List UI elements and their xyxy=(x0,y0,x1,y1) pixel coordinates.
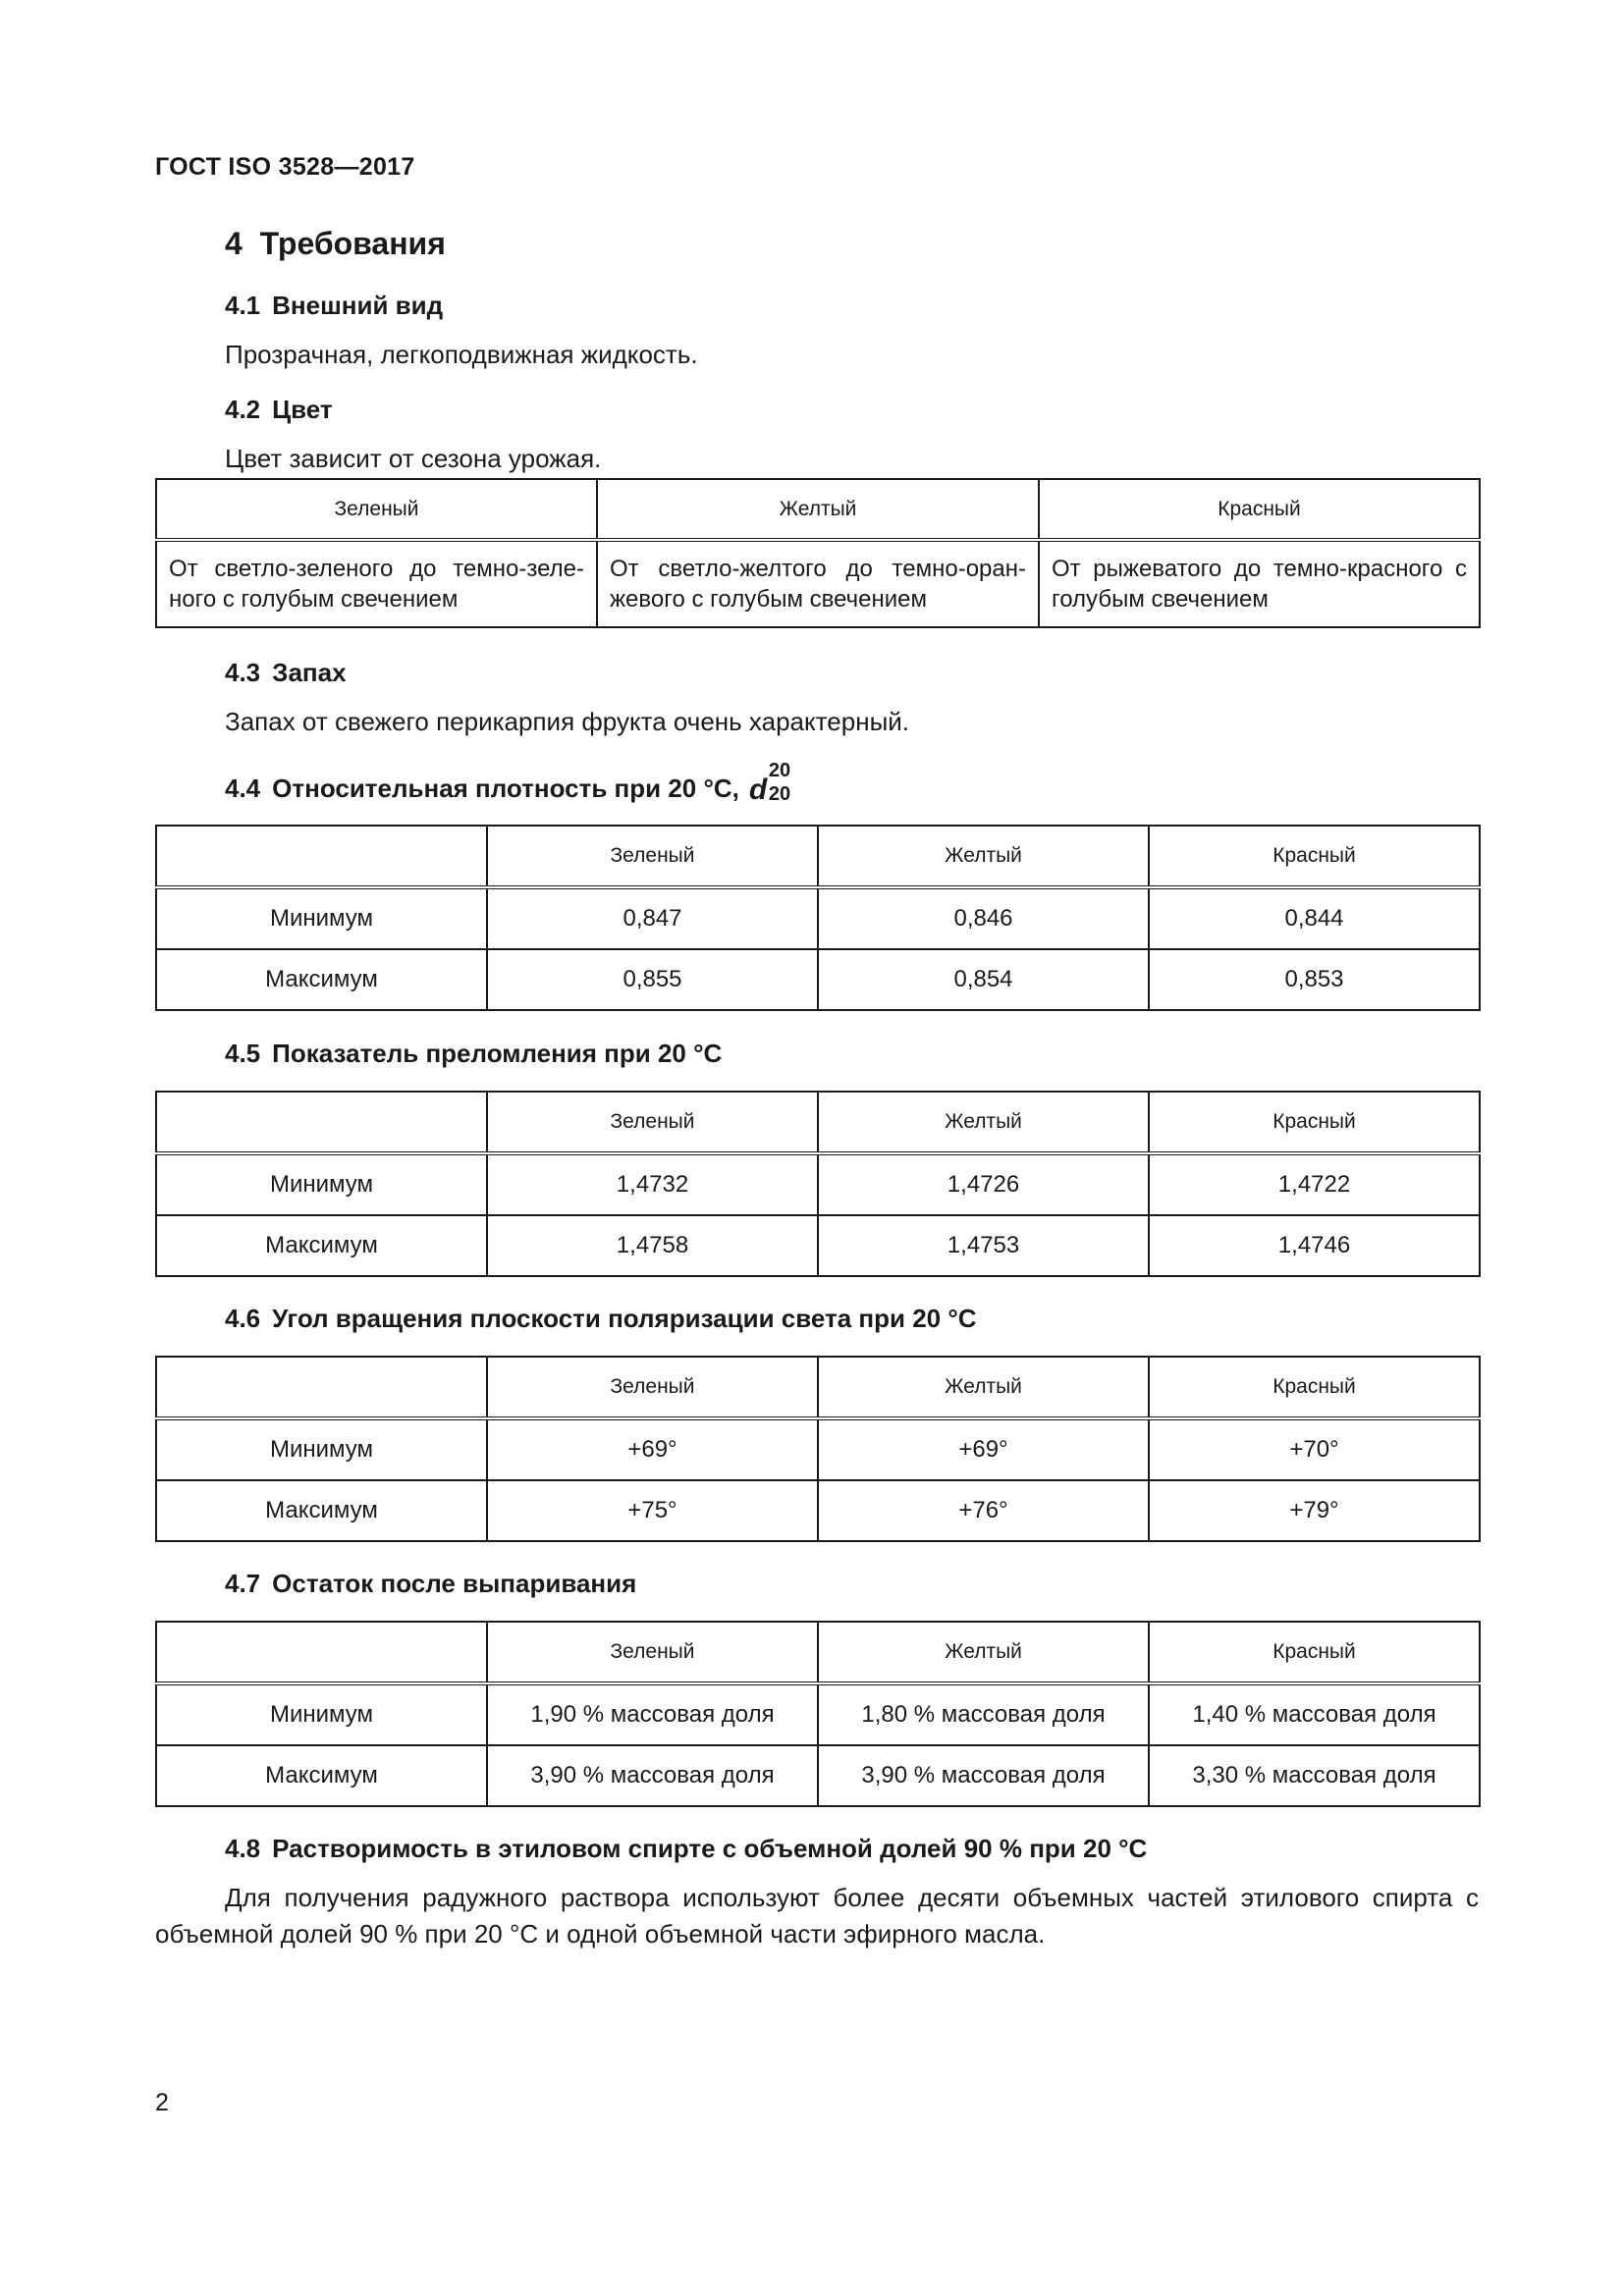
subsection-4-8-heading xyxy=(225,1834,1147,1864)
density-table xyxy=(155,825,1481,1011)
subsection-number: 4.1 xyxy=(225,291,261,320)
document-code: ГОСТ ISO 3528—2017 xyxy=(155,153,415,181)
table-cell: 1,90 % массовая доля xyxy=(487,1683,818,1745)
subsection-number: 4.5 xyxy=(225,1039,261,1068)
optical-rotation-table xyxy=(155,1356,1481,1542)
subsection-4-1-heading xyxy=(225,291,443,321)
header-cell-yellow: Желтый xyxy=(818,826,1149,887)
row-label: Минимум xyxy=(156,1153,487,1215)
refractive-index-table xyxy=(155,1091,1481,1277)
table-cell: 1,4726 xyxy=(818,1153,1149,1215)
table-cell: 1,4732 xyxy=(487,1153,818,1215)
color-text: Цвет зависит от сезона урожая. xyxy=(225,444,602,473)
relative-density-symbol: d 20 20 xyxy=(748,760,791,806)
subsection-number: 4.4 xyxy=(225,774,261,803)
subsection-4-3-heading xyxy=(225,658,347,688)
header-cell-green: Зеленый xyxy=(487,1622,818,1683)
header-cell-yellow: Желтый xyxy=(818,1357,1149,1418)
table-cell: 1,4722 xyxy=(1149,1153,1480,1215)
table-cell: От светло-желтого до темно-оран-жевого с голубым свечением xyxy=(597,540,1039,627)
row-label: Минимум xyxy=(156,1418,487,1480)
header-cell-green: Зеленый xyxy=(156,479,597,540)
row-label: Максимум xyxy=(156,1745,487,1806)
table-row xyxy=(156,1418,1480,1480)
table-row xyxy=(156,1683,1480,1745)
header-cell-red: Красный xyxy=(1149,826,1480,887)
subsection-4-7-heading xyxy=(225,1569,636,1599)
table-header-row xyxy=(156,479,1480,540)
section-title: Требования xyxy=(259,226,446,261)
odor-text: Запах от свежего перикарпия фрукта очень характерный. xyxy=(225,707,910,736)
table-row xyxy=(156,949,1480,1010)
table-cell: 1,4753 xyxy=(818,1215,1149,1276)
table-row xyxy=(156,1153,1480,1215)
row-label: Минимум xyxy=(156,1683,487,1745)
table-cell: 0,847 xyxy=(487,887,818,949)
header-cell-red: Красный xyxy=(1039,479,1480,540)
header-cell-empty xyxy=(156,1357,487,1418)
subsection-title: Остаток после выпаривания xyxy=(272,1569,637,1598)
subsection-title: Внешний вид xyxy=(272,291,444,320)
solubility-text: Для получения радужного раствора используют более десяти объемных частей этилового спирта с объемной долей 90 % при 20 °C и одной объемной части эфирного масла. xyxy=(155,1883,1479,1949)
table-cell: +69° xyxy=(487,1418,818,1480)
header-cell-empty xyxy=(156,1622,487,1683)
subsection-number: 4.3 xyxy=(225,658,261,687)
header-cell-red: Красный xyxy=(1149,1357,1480,1418)
table-cell: +70° xyxy=(1149,1418,1480,1480)
row-label: Максимум xyxy=(156,1215,487,1276)
solubility-paragraph xyxy=(155,1880,1479,1952)
table-header-row xyxy=(156,1622,1480,1683)
table-cell: От светло-зеленого до темно-зеле-ного с голубым свечением xyxy=(156,540,597,627)
row-label: Максимум xyxy=(156,1480,487,1541)
table-header-row xyxy=(156,1357,1480,1418)
table-cell: 0,854 xyxy=(818,949,1149,1010)
subsection-title: Запах xyxy=(272,658,347,687)
evaporation-residue-table xyxy=(155,1621,1481,1807)
subsection-title: Показатель преломления при 20 °C xyxy=(272,1039,723,1068)
table-cell: 0,855 xyxy=(487,949,818,1010)
header-cell-yellow: Желтый xyxy=(597,479,1039,540)
subsection-4-6-heading xyxy=(225,1304,977,1334)
header-cell-yellow: Желтый xyxy=(818,1092,1149,1153)
color-table xyxy=(155,478,1481,628)
section-heading xyxy=(225,226,446,262)
subsection-title: Относительная плотность при 20 °C, xyxy=(272,774,739,803)
table-cell: 3,90 % массовая доля xyxy=(487,1745,818,1806)
subsection-title: Растворимость в этиловом спирте с объемной долей 90 % при 20 °C xyxy=(272,1834,1148,1863)
subsection-title: Цвет xyxy=(272,395,333,424)
header-cell-green: Зеленый xyxy=(487,1357,818,1418)
table-row xyxy=(156,887,1480,949)
row-label: Максимум xyxy=(156,949,487,1010)
table-cell: От рыжеватого до темно-красного с голубым свечением xyxy=(1039,540,1480,627)
subsection-number: 4.7 xyxy=(225,1569,261,1598)
subsection-number: 4.2 xyxy=(225,395,261,424)
table-cell: 0,846 xyxy=(818,887,1149,949)
table-cell: 0,844 xyxy=(1149,887,1480,949)
table-cell: +76° xyxy=(818,1480,1149,1541)
header-cell-green: Зеленый xyxy=(487,826,818,887)
section-number: 4 xyxy=(225,226,243,261)
table-cell: +75° xyxy=(487,1480,818,1541)
table-cell: 3,90 % массовая доля xyxy=(818,1745,1149,1806)
header-cell-empty xyxy=(156,826,487,887)
table-header-row xyxy=(156,1092,1480,1153)
subsection-4-5-heading xyxy=(225,1039,722,1069)
table-row xyxy=(156,540,1480,627)
table-cell: 1,80 % массовая доля xyxy=(818,1683,1149,1745)
table-cell: 1,4758 xyxy=(487,1215,818,1276)
table-row xyxy=(156,1480,1480,1541)
header-cell-red: Красный xyxy=(1149,1092,1480,1153)
page-number: 2 xyxy=(155,2089,169,2116)
table-cell: +79° xyxy=(1149,1480,1480,1541)
table-cell: 3,30 % массовая доля xyxy=(1149,1745,1480,1806)
table-row xyxy=(156,1745,1480,1806)
subsection-4-2-heading xyxy=(225,395,333,425)
subsection-number: 4.6 xyxy=(225,1304,261,1333)
table-cell: 1,4746 xyxy=(1149,1215,1480,1276)
table-cell: 0,853 xyxy=(1149,949,1480,1010)
header-cell-green: Зеленый xyxy=(487,1092,818,1153)
header-cell-yellow: Желтый xyxy=(818,1622,1149,1683)
table-header-row xyxy=(156,826,1480,887)
subsection-4-4-heading xyxy=(225,760,791,806)
table-row xyxy=(156,1215,1480,1276)
row-label: Минимум xyxy=(156,887,487,949)
appearance-text: Прозрачная, легкоподвижная жидкость. xyxy=(225,340,698,369)
table-cell: +69° xyxy=(818,1418,1149,1480)
subsection-number: 4.8 xyxy=(225,1834,261,1863)
subsection-title: Угол вращения плоскости поляризации света при 20 °C xyxy=(272,1304,977,1333)
table-cell: 1,40 % массовая доля xyxy=(1149,1683,1480,1745)
header-cell-empty xyxy=(156,1092,487,1153)
header-cell-red: Красный xyxy=(1149,1622,1480,1683)
